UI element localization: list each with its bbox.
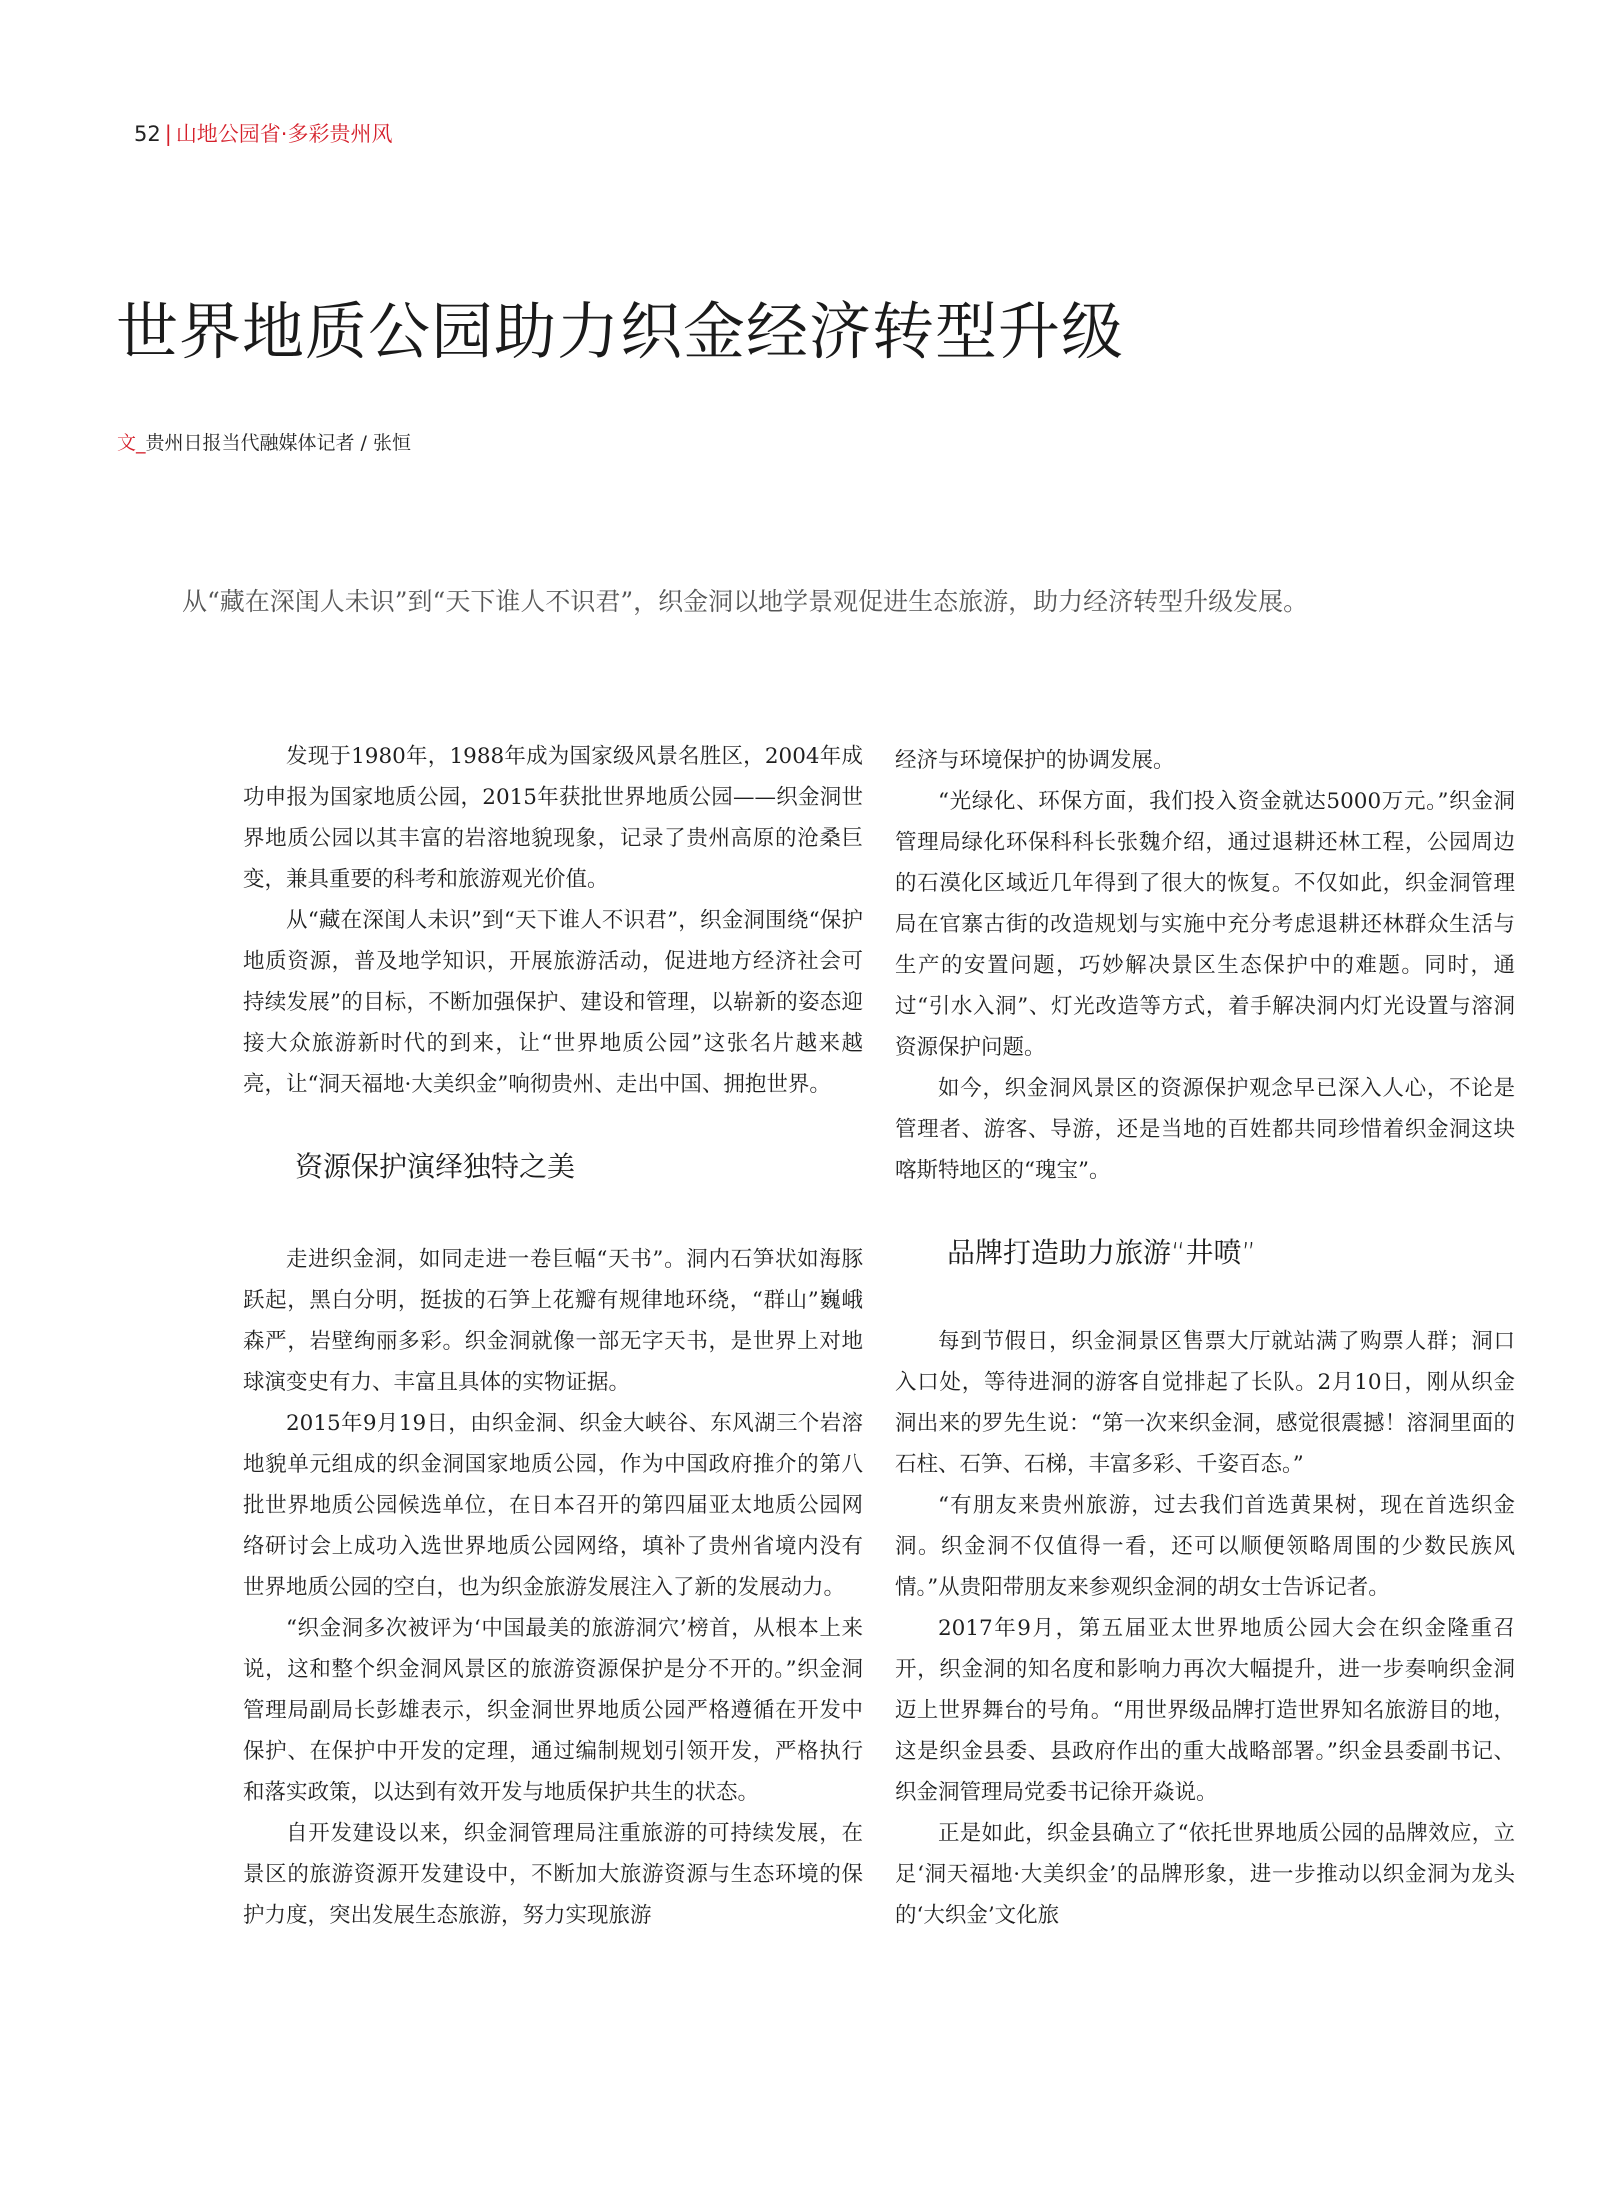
body-paragraph: 从“藏在深闺人未识”到“天下谁人不识君”，织金洞围绕“保护地质资源，普及地学知识，开展旅游活动，促进地方经济社会可持续发展”的目标，不断加强保护、建设和管理，以崭新的姿态迎接大众旅游新时代的到来，让“世界地质公园”这张名片越来越亮，让“洞天福地·大美织金”响彻贵州、走出中国、拥抱世界。: [243, 908, 863, 1097]
section-title: 山地公园省·多彩贵州风: [175, 122, 393, 146]
left-column: [243, 736, 863, 1936]
article-title: 世界地质公园助力织金经济转型升级: [116, 295, 1125, 368]
byline-prefix: 文_: [117, 432, 146, 454]
body-paragraph: “有朋友来贵州旅游，过去我们首选黄果树，现在首选织金洞。织金洞不仅值得一看，还可以顺便领略周围的少数民族风情。”从贵阳带朋友来参观织金洞的胡女士告诉记者。: [895, 1493, 1515, 1600]
body-paragraph: 2015年9月19日，由织金洞、织金大峡谷、东风湖三个岩溶地貌单元组成的织金洞国家地质公园，作为中国政府推介的第八批世界地质公园候选单位，在日本召开的第四届亚太地质公园网络研讨会上成功入选世界地质公园网络，填补了贵州省境内没有世界地质公园的空白，也为织金旅游发展注入了新的发展动力。: [243, 1411, 863, 1600]
page-header: [134, 118, 393, 148]
body-paragraph: “织金洞多次被评为‘中国最美的旅游洞穴’榜首，从根本上来说，这和整个织金洞风景区的旅游资源保护是分不开的。”织金洞管理局副局长彭雄表示，织金洞世界地质公园严格遵循在开发中保护、在保护中开发的定理，通过编制规划引领开发，严格执行和落实政策，以达到有效开发与地质保护共生的状态。: [243, 1616, 863, 1805]
header-separator: |: [164, 122, 172, 146]
page-number: 52: [134, 122, 161, 146]
body-paragraph: 走进织金洞，如同走进一卷巨幅“天书”。洞内石笋状如海豚跃起，黑白分明，挺拔的石笋上花瓣有规律地环绕，“群山”巍峨森严，岩壁绚丽多彩。织金洞就像一部无字天书，是世界上对地球演变史有力、丰富且具体的实物证据。: [243, 1247, 863, 1395]
body-paragraph: 自开发建设以来，织金洞管理局注重旅游的可持续发展，在景区的旅游资源开发建设中，不断加大旅游资源与生态环境的保护力度，突出发展生态旅游，努力实现旅游: [243, 1821, 863, 1928]
byline-author: 贵州日报当代融媒体记者 / 张恒: [145, 432, 411, 454]
body-paragraph: 如今，织金洞风景区的资源保护观念早已深入人心，不论是管理者、游客、导游，还是当地的百姓都共同珍惜着织金洞这块喀斯特地区的“瑰宝”。: [895, 1076, 1515, 1183]
body-paragraph: 经济与环境保护的协调发展。: [895, 748, 1175, 773]
article-lead: 从“藏在深闺人未识”到“天下谁人不识君”，织金洞以地学景观促进生态旅游，助力经济转型升级发展。: [182, 587, 1309, 616]
body-paragraph: 发现于1980年，1988年成为国家级风景名胜区，2004年成功申报为国家地质公园，2015年获批世界地质公园——织金洞世界地质公园以其丰富的岩溶地貌现象，记录了贵州高原的沧桑巨变，兼具重要的科考和旅游观光价值。: [243, 744, 863, 892]
section-heading: 品牌打造助力旅游“井喷”: [947, 1236, 1257, 1269]
body-paragraph: 2017年9月，第五届亚太世界地质公园大会在织金隆重召开，织金洞的知名度和影响力再次大幅提升，进一步奏响织金洞迈上世界舞台的号角。“用世界级品牌打造世界知名旅游目的地，这是织金县委、县政府作出的重大战略部署。”织金县委副书记、织金洞管理局党委书记徐开焱说。: [895, 1616, 1515, 1805]
body-paragraph: 正是如此，织金县确立了“依托世界地质公园的品牌效应，立足‘洞天福地·大美织金’的品牌形象，进一步推动以织金洞为龙头的‘大织金’文化旅: [895, 1821, 1515, 1928]
byline: [117, 428, 411, 455]
section-heading: 资源保护演绎独特之美: [295, 1150, 576, 1183]
right-column: [895, 740, 1515, 1936]
body-paragraph: “光绿化、环保方面，我们投入资金就达5000万元。”织金洞管理局绿化环保科科长张魏介绍，通过退耕还林工程，公园周边的石漠化区域近几年得到了很大的恢复。不仅如此，织金洞管理局在官寨古街的改造规划与实施中充分考虑退耕还林群众生活与生产的安置问题，巧妙解决景区生态保护中的难题。同时，通过“引水入洞”、灯光改造等方式，着手解决洞内灯光设置与溶洞资源保护问题。: [895, 789, 1515, 1060]
body-paragraph: 每到节假日，织金洞景区售票大厅就站满了购票人群；洞口入口处，等待进洞的游客自觉排起了长队。2月10日，刚从织金洞出来的罗先生说：“第一次来织金洞，感觉很震撼！溶洞里面的石柱、石笋、石梯，丰富多彩、千姿百态。”: [895, 1329, 1515, 1477]
